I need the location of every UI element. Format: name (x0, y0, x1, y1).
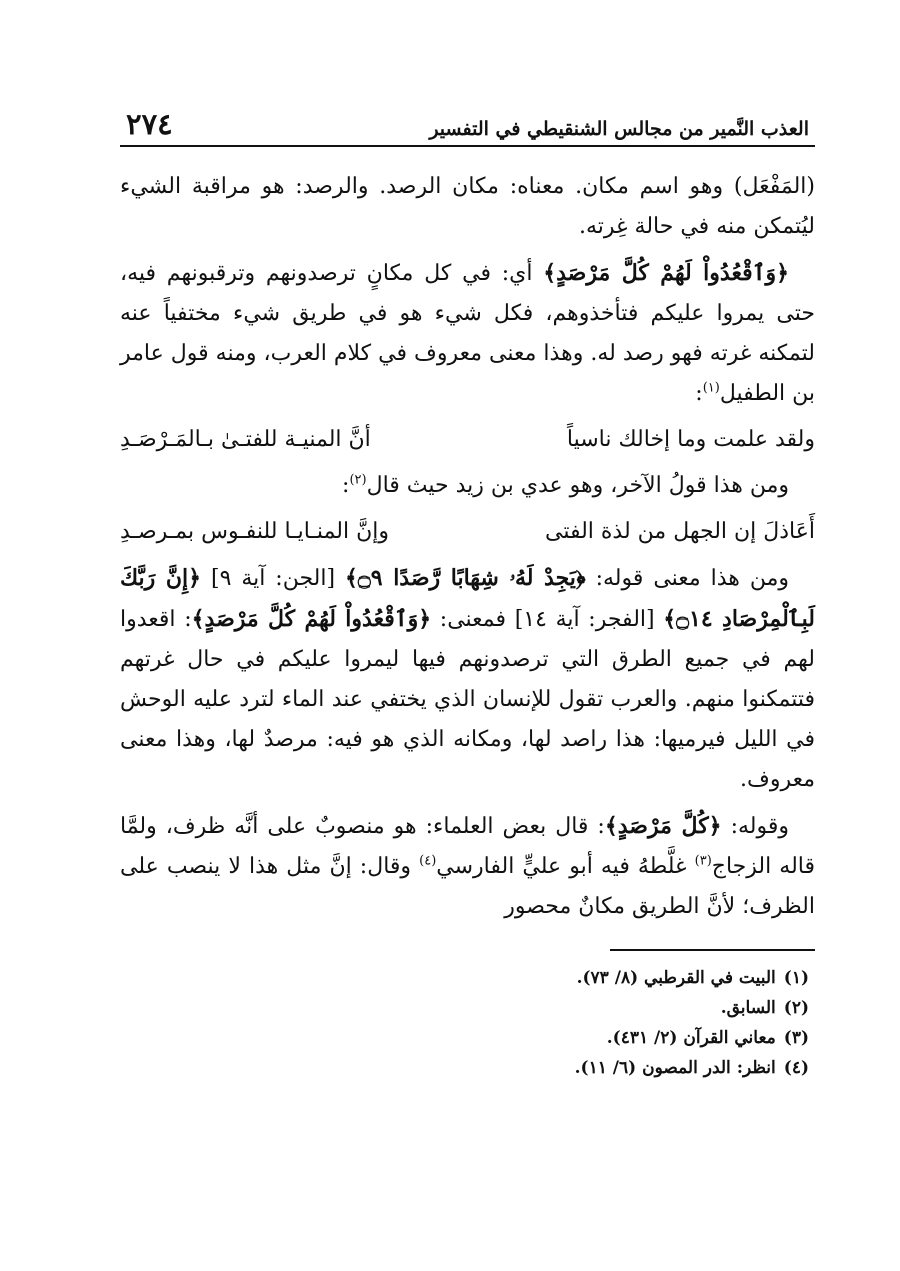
footnote-number: (٤) (783, 1058, 809, 1078)
quran-quote: ﴿يَجِدْ لَهُۥ شِهَابًا رَّصَدًا ۝٩﴾ (344, 565, 586, 591)
quran-quote: ﴿كُلَّ مَرْصَدٍ﴾ (604, 813, 722, 839)
footnote-1 (120, 963, 815, 993)
footnote-ref: (٣) (694, 853, 712, 869)
paragraph-5-text: وقوله: (721, 814, 789, 839)
footnote-ref: (١) (702, 380, 720, 396)
verse-first-hemistich: أَعَاذلَ إن الجهل من لذة الفتى (544, 519, 815, 544)
paragraph-4-text: ومن هذا معنى قوله: (585, 566, 789, 591)
verse-second-hemistich: وإنَّ المنـايـا للنفـوس بمـرصـدِ (120, 519, 389, 544)
punctuation: : (695, 381, 703, 406)
poetry-verse-2 (120, 512, 815, 552)
footnote-2 (120, 993, 815, 1023)
footnote-number: (١) (783, 968, 809, 988)
punctuation: : (342, 473, 350, 498)
verse-first-hemistich: ولقد علمت وما إخالك ناسياً (566, 427, 815, 452)
paragraph-1 (120, 167, 815, 247)
paragraph-2-text: أي: في كل مكانٍ ترصدونهم وترقبونهم فيه، حتى يمروا عليكم فتأخذوهم، فكل شيء هو في طريق شيء مختفياً عنه لتمكنه غرته فهو رصد له. وهذا معنى معروف في كلام العرب، ومنه قول عامر بن الطفيل (120, 261, 815, 406)
footnote-ref: (٢) (349, 472, 367, 488)
footnote-text: انظر: الدر المصون (٦/ ١١). (574, 1058, 776, 1078)
footnote-text: معاني القرآن (٢/ ٤٣١). (606, 1028, 776, 1048)
paragraph-5-text: : قال بعض العلماء: هو منصوبٌ على أنَّه ظرف، ولمَّا قاله الزجاج (120, 814, 816, 879)
paragraph-4 (120, 558, 815, 800)
surah-reference: [الجن: آية ٩] (201, 566, 345, 591)
paragraph-3-text: ومن هذا قولُ الآخر، وهو عدي بن زيد حيث قال (366, 473, 789, 498)
poetry-verse-1 (120, 420, 815, 460)
quran-quote: ﴿وَٱقْعُدُواْ لَهُمْ كُلَّ مَرْصَدٍ﴾ (543, 260, 789, 286)
page-body (120, 167, 815, 927)
footnote-rule (610, 949, 815, 951)
verse-second-hemistich: أنَّ المنيـة للفتـىٰ بـالمَـرْصَـدِ (120, 427, 371, 452)
paragraph-3 (120, 466, 815, 506)
paragraph-2 (120, 253, 815, 414)
footnote-text: السابق. (720, 998, 776, 1018)
surah-reference: [الفجر: آية ١٤] فمعنى: (431, 607, 664, 632)
paragraph-5-text: غلَّطهُ فيه أبو عليٍّ الفارسي (436, 854, 695, 879)
paragraph-5-text: وقال: إنَّ مثل هذا لا ينصب على الظرف؛ لأنَّ الطريق مكانٌ محصور (120, 854, 815, 919)
paragraph-1-text: (المَفْعَل) وهو اسم مكان. معناه: مكان الرصد. والرصد: هو مراقبة الشيء ليُتمكن منه في حالة غِرته. (120, 174, 815, 239)
footnote-text: البيت في القرطبي (٨/ ٧٣). (576, 968, 776, 988)
paragraph-5 (120, 806, 815, 927)
running-title: العذب النَّمير من مجالس الشنقيطي في التفسير (429, 118, 809, 140)
quran-quote: ﴿إِنَّ رَبَّكَ لَبِٱلْمِرْصَادِ ۝١٤﴾ (120, 565, 815, 632)
quran-quote: ﴿وَٱقْعُدُواْ لَهُمْ كُلَّ مَرْصَدٍ﴾ (191, 606, 432, 632)
header-rule (120, 145, 815, 147)
book-page (120, 105, 815, 1083)
paragraph-4-text: : اقعدوا لهم في جميع الطرق التي ترصدونهم فيها ليمروا عليكم في حال غرتهم فتتمكنوا منهم. والعرب تقول للإنسان الذي يختفي عند الماء لترد عليه الوحش في الليل فيرميها: هذا راصد لها، ومكانه الذي هو فيه: مرصدٌ لها، وهذا معنى معروف. (120, 607, 815, 792)
footnote-number: (٢) (783, 998, 809, 1018)
footnote-4 (120, 1053, 815, 1083)
page-number: ٢٧٤ (126, 107, 173, 141)
footnotes (120, 963, 815, 1083)
footnote-number: (٣) (783, 1028, 809, 1048)
footnote-ref: (٤) (419, 853, 437, 869)
page-header (120, 105, 815, 139)
footnote-3 (120, 1023, 815, 1053)
